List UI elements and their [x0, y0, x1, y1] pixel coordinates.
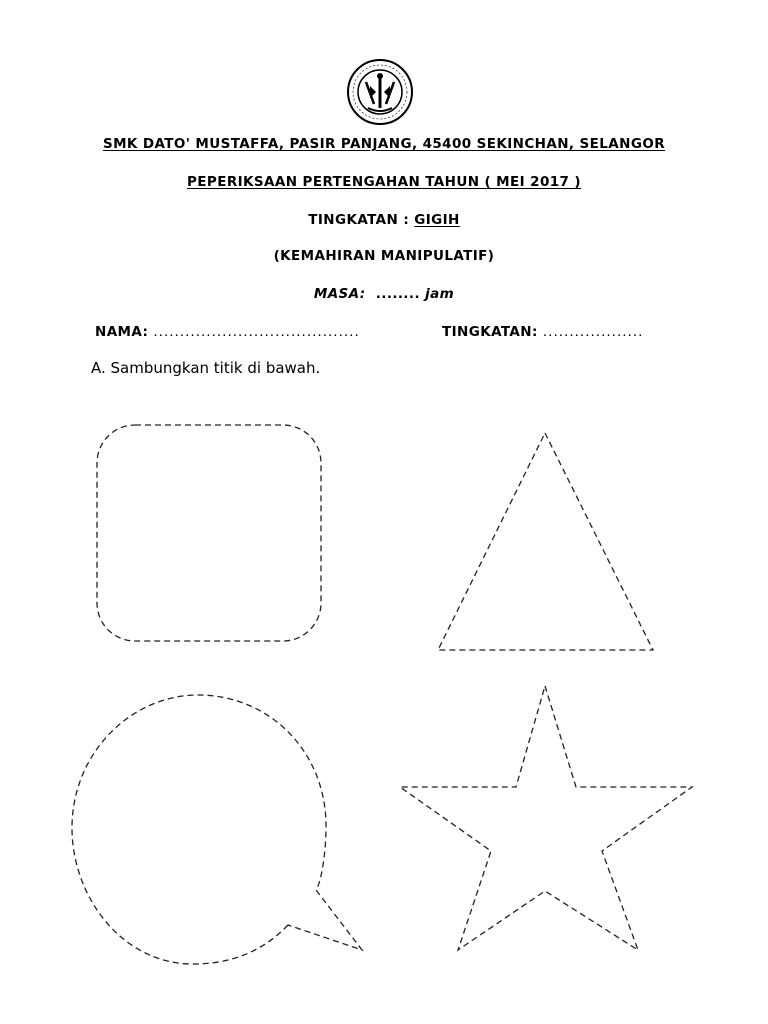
time-dots: ........: [375, 286, 420, 302]
school-logo: [346, 58, 414, 126]
dashed-triangle: [438, 433, 653, 650]
form-heading-label: TINGKATAN :: [308, 212, 415, 228]
form-field[interactable]: [442, 324, 643, 340]
form-heading: [0, 212, 768, 228]
skill-heading: (KEMAHIRAN MANIPULATIF): [273, 248, 495, 264]
name-label: NAMA:: [95, 324, 149, 340]
name-dots: .......................................: [153, 324, 360, 340]
form-field-label: TINGKATAN:: [442, 324, 538, 340]
time-heading: [0, 286, 768, 302]
instruction-text: A. Sambungkan titik di bawah.: [91, 359, 321, 377]
name-field[interactable]: [95, 324, 360, 340]
school-name: SMK DATO' MUSTAFFA, PASIR PANJANG, 45400 SEKINCHAN, SELANGOR: [102, 136, 666, 152]
exam-title: PEPERIKSAAN PERTENGAHAN TAHUN ( MEI 2017 ): [187, 174, 581, 190]
form-heading-value: GIGIH: [414, 212, 460, 228]
time-unit: jam: [425, 286, 455, 302]
dashed-speech-bubble: [72, 695, 362, 964]
tracing-shapes: [0, 400, 768, 1000]
time-label: MASA:: [313, 286, 366, 302]
dashed-rounded-square: [97, 425, 321, 641]
form-field-dots: ...................: [542, 324, 644, 340]
dashed-star: [400, 686, 692, 950]
